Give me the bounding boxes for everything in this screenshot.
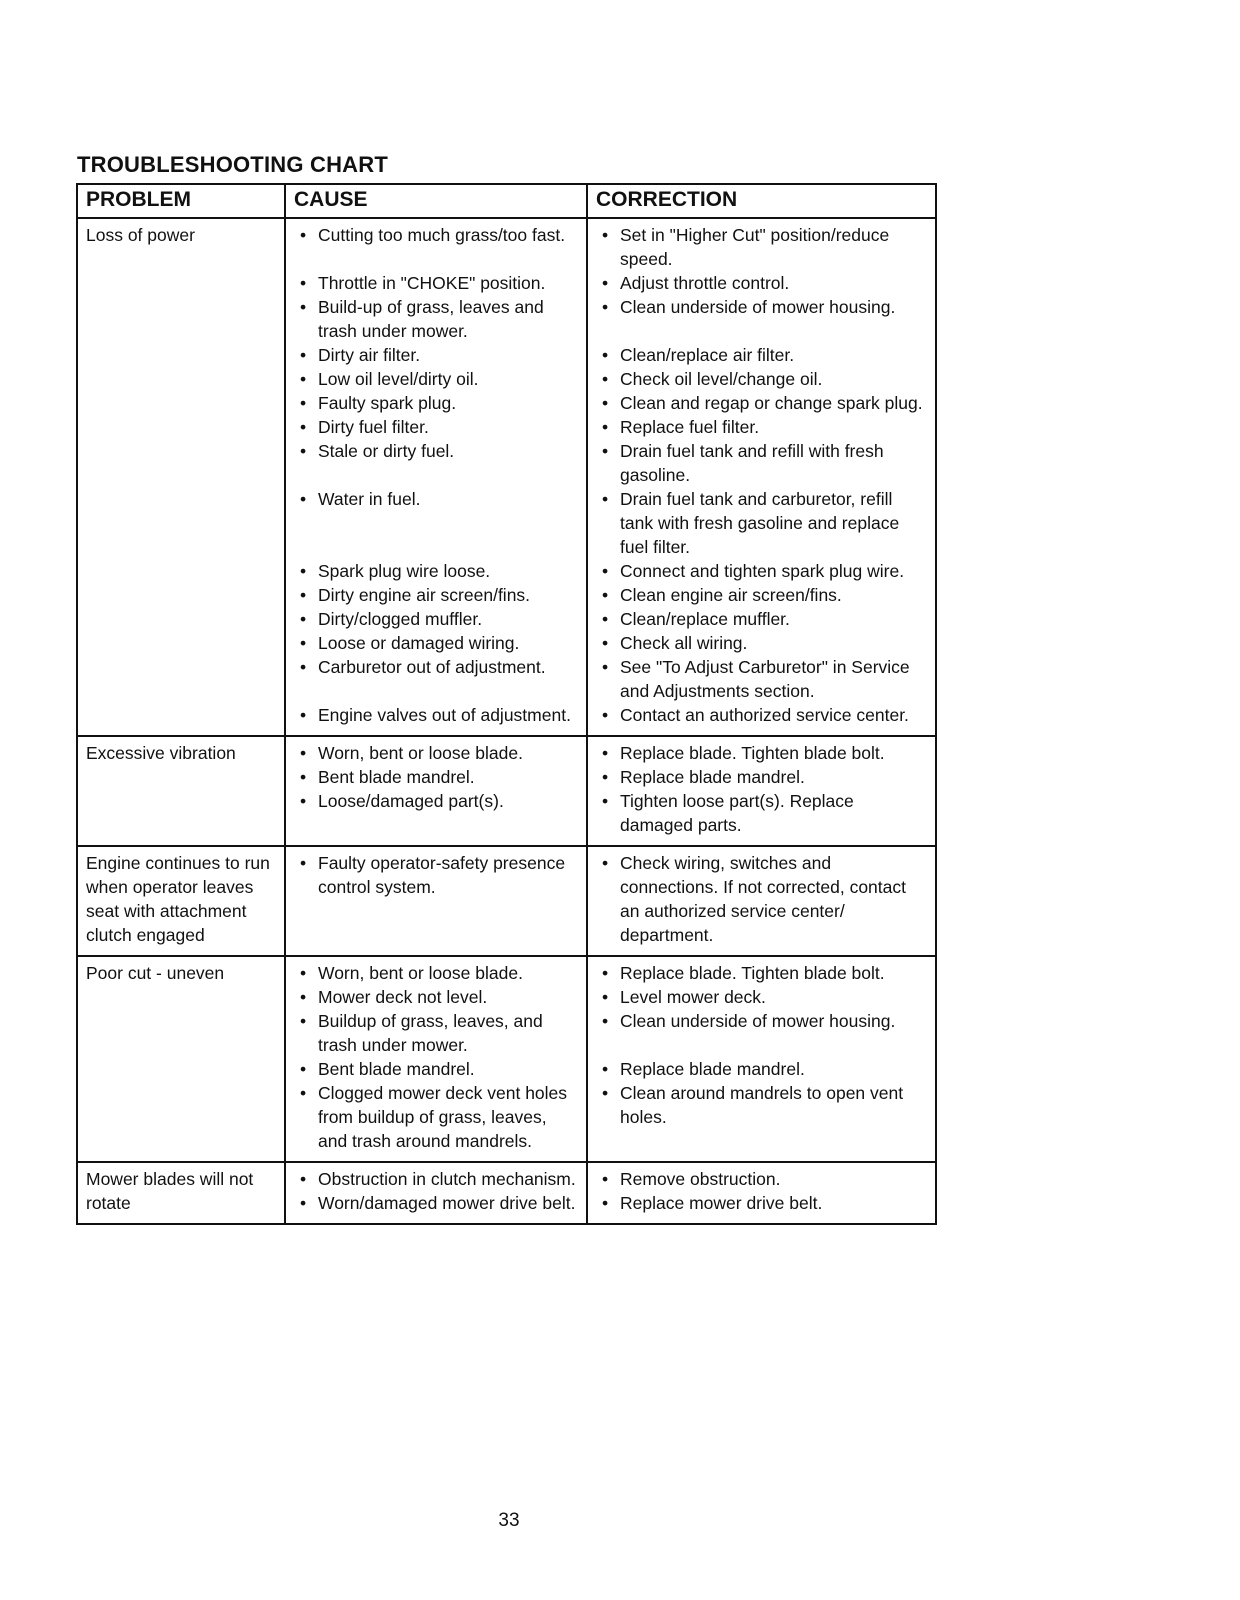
cause-item: • Dirty fuel filter. bbox=[294, 415, 578, 439]
problem-cell: Mower blades will not rotate bbox=[77, 1162, 285, 1224]
cause-item: • Worn, bent or loose blade. bbox=[294, 741, 578, 765]
correction-item: • Connect and tighten spark plug wire. bbox=[596, 559, 927, 583]
cause-item: • Worn/damaged mower drive belt. bbox=[294, 1191, 578, 1215]
cause-item: • Low oil level/dirty oil. bbox=[294, 367, 578, 391]
cause-cell bbox=[285, 736, 587, 846]
correction-item: • Contact an authorized service center. bbox=[596, 703, 927, 727]
cause-item: • Loose/damaged part(s). bbox=[294, 789, 578, 837]
correction-list bbox=[596, 961, 927, 1153]
cause-item: • Spark plug wire loose. bbox=[294, 559, 578, 583]
cause-cell bbox=[285, 218, 587, 736]
correction-item: • Set in "Higher Cut" position/reduce speed. bbox=[596, 223, 927, 271]
cause-list bbox=[294, 961, 578, 1153]
correction-item: • Clean/replace air filter. bbox=[596, 343, 927, 367]
cause-list bbox=[294, 223, 578, 727]
correction-item: • Clean/replace muffler. bbox=[596, 607, 927, 631]
chart-title: TROUBLESHOOTING CHART bbox=[77, 152, 388, 177]
cause-list bbox=[294, 851, 578, 947]
cause-item: • Worn, bent or loose blade. bbox=[294, 961, 578, 985]
cause-item: • Carburetor out of adjustment. bbox=[294, 655, 578, 703]
correction-item: • Replace blade. Tighten blade bolt. bbox=[596, 961, 927, 985]
cause-list bbox=[294, 1167, 578, 1215]
correction-item: • Drain fuel tank and carburetor, refill tank with fresh gasoline and replace fuel filter. bbox=[596, 487, 927, 559]
problem-cell: Engine continues to run when operator leaves seat with attachment clutch engaged bbox=[77, 846, 285, 956]
cause-item: • Dirty/clogged muffler. bbox=[294, 607, 578, 631]
cause-item: • Stale or dirty fuel. bbox=[294, 439, 578, 487]
correction-list bbox=[596, 1167, 927, 1215]
cause-item: • Loose or damaged wiring. bbox=[294, 631, 578, 655]
cause-item: • Obstruction in clutch mechanism. bbox=[294, 1167, 578, 1191]
cause-cell bbox=[285, 846, 587, 956]
cause-cell bbox=[285, 1162, 587, 1224]
correction-item: • Tighten loose part(s). Replace damaged parts. bbox=[596, 789, 927, 837]
table-row bbox=[77, 846, 936, 956]
cause-item: • Bent blade mandrel. bbox=[294, 1057, 578, 1081]
correction-item: • Check oil level/change oil. bbox=[596, 367, 927, 391]
table-row bbox=[77, 736, 936, 846]
correction-item: • Replace blade mandrel. bbox=[596, 765, 927, 789]
correction-item: • Replace blade mandrel. bbox=[596, 1057, 927, 1081]
correction-cell bbox=[587, 1162, 936, 1224]
cause-cell bbox=[285, 956, 587, 1162]
troubleshooting-table bbox=[76, 183, 937, 1225]
correction-item: • Clean and regap or change spark plug. bbox=[596, 391, 927, 415]
cause-item: • Cutting too much grass/too fast. bbox=[294, 223, 578, 271]
problem-cell: Poor cut - uneven bbox=[77, 956, 285, 1162]
header-correction: CORRECTION bbox=[587, 184, 936, 218]
correction-cell bbox=[587, 956, 936, 1162]
cause-item: • Engine valves out of adjustment. bbox=[294, 703, 578, 727]
problem-cell: Loss of power bbox=[77, 218, 285, 736]
correction-item: • Check all wiring. bbox=[596, 631, 927, 655]
cause-item: • Bent blade mandrel. bbox=[294, 765, 578, 789]
correction-item: • Clean underside of mower housing. bbox=[596, 1009, 927, 1057]
correction-item: • Replace fuel filter. bbox=[596, 415, 927, 439]
correction-item: • Check wiring, switches and connections. If not corrected, contact an authorized service center/ department. bbox=[596, 851, 927, 947]
correction-item: • See "To Adjust Carburetor" in Service and Adjustments section. bbox=[596, 655, 927, 703]
correction-item: • Level mower deck. bbox=[596, 985, 927, 1009]
correction-cell bbox=[587, 846, 936, 956]
correction-list bbox=[596, 223, 927, 727]
cause-item: • Water in fuel. bbox=[294, 487, 578, 559]
correction-list bbox=[596, 741, 927, 837]
cause-item: • Mower deck not level. bbox=[294, 985, 578, 1009]
cause-item: • Build-up of grass, leaves and trash under mower. bbox=[294, 295, 578, 343]
cause-item: • Clogged mower deck vent holes from buildup of grass, leaves, and trash around mandrels. bbox=[294, 1081, 578, 1153]
table-row bbox=[77, 1162, 936, 1224]
correction-item: • Clean underside of mower housing. bbox=[596, 295, 927, 343]
header-problem: PROBLEM bbox=[77, 184, 285, 218]
correction-item: • Clean around mandrels to open vent holes. bbox=[596, 1081, 927, 1153]
cause-item: • Throttle in "CHOKE" position. bbox=[294, 271, 578, 295]
cause-item: • Dirty engine air screen/fins. bbox=[294, 583, 578, 607]
cause-item: • Dirty air filter. bbox=[294, 343, 578, 367]
cause-item: • Faulty spark plug. bbox=[294, 391, 578, 415]
correction-list bbox=[596, 851, 927, 947]
correction-item: • Clean engine air screen/fins. bbox=[596, 583, 927, 607]
correction-cell bbox=[587, 736, 936, 846]
cause-item: • Buildup of grass, leaves, and trash under mower. bbox=[294, 1009, 578, 1057]
cause-item: • Faulty operator-safety presence control system. bbox=[294, 851, 578, 947]
correction-item: • Adjust throttle control. bbox=[596, 271, 927, 295]
table-row bbox=[77, 956, 936, 1162]
header-cause: CAUSE bbox=[285, 184, 587, 218]
correction-cell bbox=[587, 218, 936, 736]
correction-item: • Remove obstruction. bbox=[596, 1167, 927, 1191]
correction-item: • Drain fuel tank and refill with fresh gasoline. bbox=[596, 439, 927, 487]
correction-item: • Replace blade. Tighten blade bolt. bbox=[596, 741, 927, 765]
problem-cell: Excessive vibration bbox=[77, 736, 285, 846]
cause-list bbox=[294, 741, 578, 837]
table-header-row bbox=[77, 184, 936, 218]
table-row bbox=[77, 218, 936, 736]
page-number: 33 bbox=[498, 1510, 520, 1531]
correction-item: • Replace mower drive belt. bbox=[596, 1191, 927, 1215]
